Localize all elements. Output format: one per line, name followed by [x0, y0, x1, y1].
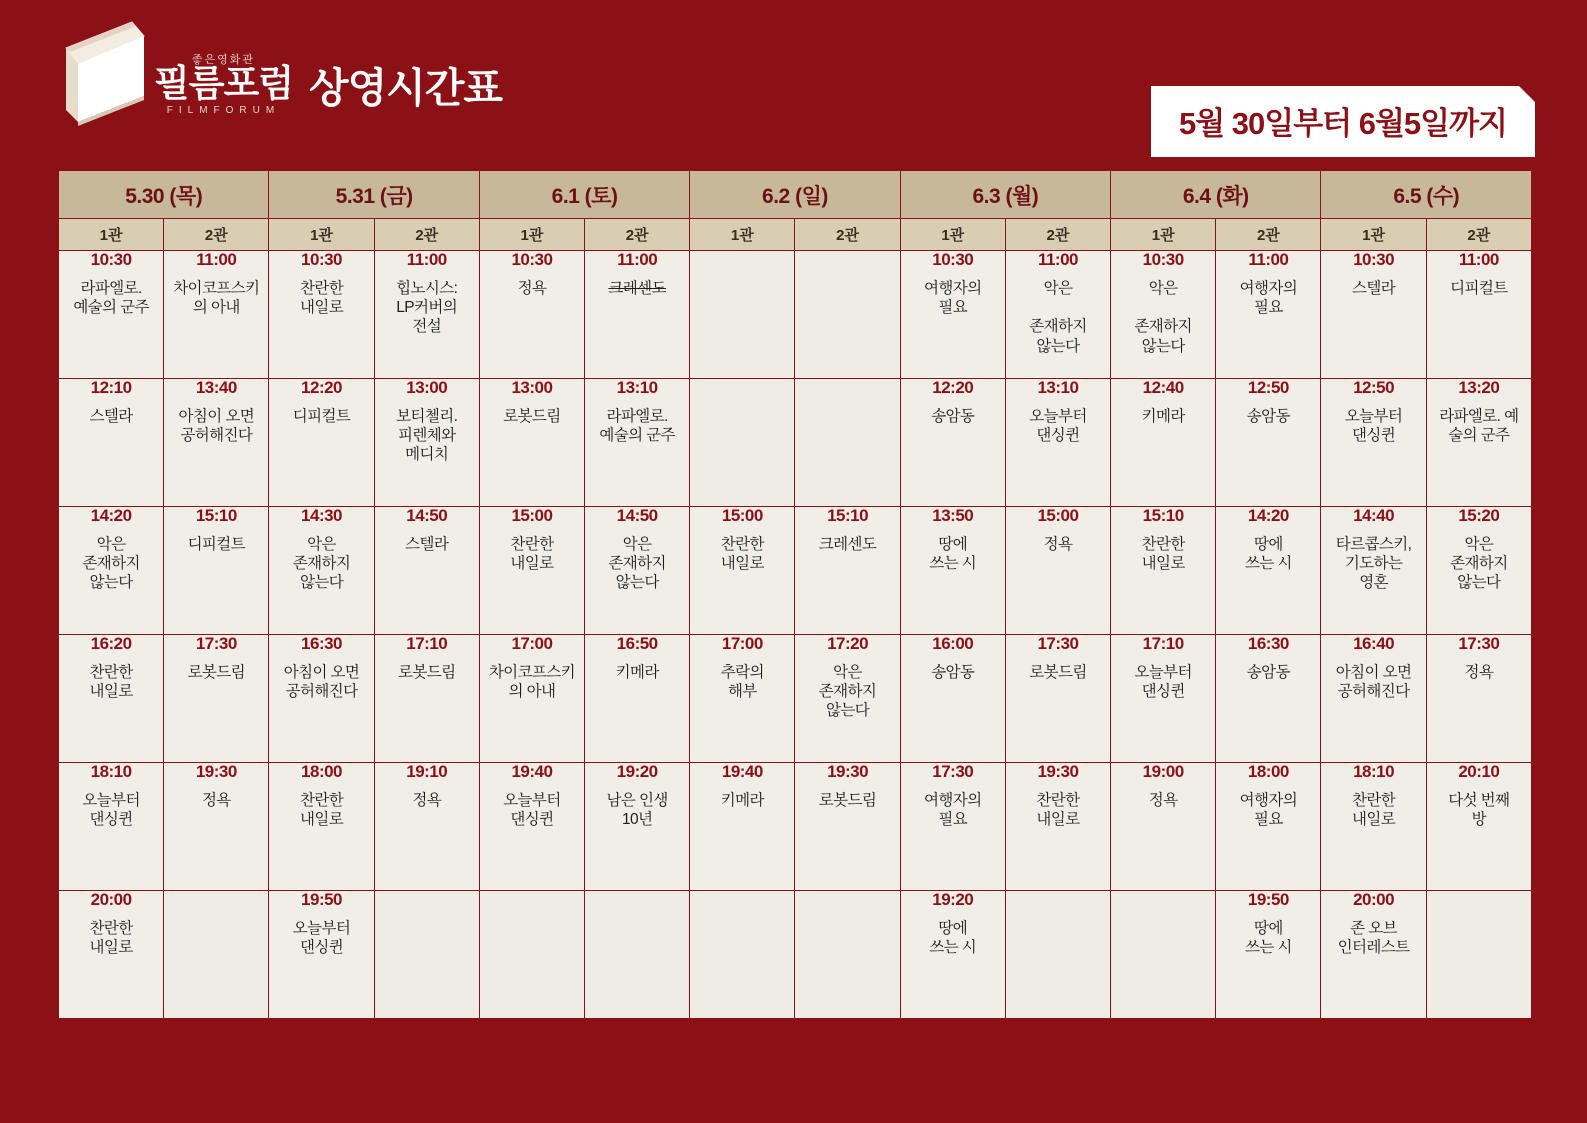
screening-cell[interactable] — [585, 635, 690, 763]
screening-title: 남은 인생 10년 — [606, 791, 668, 829]
screening-cell[interactable] — [1321, 891, 1426, 1019]
screening-title: 악은 존재하지 않는다 — [1450, 535, 1508, 592]
screening-time: 12:10 — [90, 378, 132, 397]
day-header-5: 6.3 (월) — [900, 171, 1110, 219]
screening-title: 추락의 해부 — [720, 663, 764, 701]
badge-fold-corner — [1519, 86, 1535, 102]
screening-cell[interactable] — [1321, 635, 1426, 763]
screening-cell[interactable] — [900, 763, 1005, 891]
empty-cell — [795, 379, 900, 507]
screening-title: 보티첼리. 피렌체와 메디치 — [396, 407, 458, 464]
screening-time: 15:20 — [1458, 506, 1500, 525]
screening-time: 11:00 — [406, 250, 447, 269]
screening-time: 17:10 — [1142, 634, 1184, 653]
screening-time: 17:30 — [1037, 634, 1079, 653]
screening-title: 크레센도 — [818, 535, 877, 553]
screening-title: 찬란한 내일로 — [89, 663, 133, 701]
hall-header-1: 1관 — [59, 219, 164, 251]
screening-title: 여행자의 필요 — [1239, 279, 1298, 317]
screening-cell[interactable] — [479, 635, 584, 763]
screening-time: 11:00 — [617, 250, 658, 269]
screening-title: 땅에 쓰는 시 — [929, 919, 977, 957]
screening-time: 13:00 — [511, 378, 553, 397]
screening-time: 15:10 — [1142, 506, 1184, 525]
screening-cell[interactable] — [1426, 763, 1531, 891]
date-range-text: 5월 30일부터 6월5일까지 — [1179, 106, 1507, 141]
screening-title: 찬란한 내일로 — [720, 535, 764, 573]
schedule-row — [59, 635, 1532, 763]
screening-time: 19:00 — [1142, 762, 1184, 781]
hall-header-8: 2관 — [795, 219, 900, 251]
screening-cell[interactable] — [900, 507, 1005, 635]
screening-cell[interactable] — [795, 635, 900, 763]
screening-title: 정욕 — [1043, 535, 1073, 553]
screening-title: 차이코프스키 의 아내 — [488, 663, 576, 701]
screening-title: 라파엘로. 예 술의 군주 — [1439, 407, 1519, 445]
screening-time: 13:50 — [932, 506, 974, 525]
screening-time: 17:00 — [721, 634, 763, 653]
screening-cell[interactable] — [585, 251, 690, 379]
screening-title: 악은 존재하지 않는다 — [608, 535, 666, 592]
screening-cell[interactable] — [269, 635, 374, 763]
screening-time: 19:50 — [1247, 890, 1289, 909]
brand-tagline: 좋은영화관 — [191, 54, 256, 66]
screening-time: 12:20 — [301, 378, 343, 397]
hall-header-10: 2관 — [1005, 219, 1110, 251]
screening-title: 땅에 쓰는 시 — [1244, 535, 1292, 573]
screening-cell[interactable] — [1321, 379, 1426, 507]
screening-title: 찬란한 내일로 — [1141, 535, 1185, 573]
screening-title: 악은 존재하지 않는다 — [1134, 279, 1192, 355]
screening-title: 악은 존재하지 않는다 — [292, 535, 351, 592]
screening-time: 15:00 — [511, 506, 553, 525]
screening-title: 로봇드림 — [818, 791, 877, 809]
date-range-badge — [1151, 86, 1535, 157]
screening-time: 12:50 — [1247, 378, 1289, 397]
screening-cell[interactable] — [585, 763, 690, 891]
screening-cell[interactable] — [59, 251, 164, 379]
hall-header-14: 2관 — [1426, 219, 1531, 251]
screening-title: 존 오브 인터레스트 — [1337, 919, 1410, 957]
screening-time: 10:30 — [1353, 250, 1395, 269]
screening-time: 16:30 — [1247, 634, 1289, 653]
screening-cell[interactable] — [1005, 763, 1110, 891]
screening-time: 13:20 — [1458, 378, 1500, 397]
screening-title: 여행자의 필요 — [924, 791, 982, 829]
screening-time: 19:20 — [932, 890, 974, 909]
screening-cell[interactable] — [1216, 507, 1321, 635]
screening-title: 크레센도 — [608, 279, 666, 297]
screening-time: 10:30 — [932, 250, 974, 269]
screening-cell[interactable] — [374, 379, 479, 507]
screening-cell[interactable] — [269, 251, 374, 379]
screening-cell[interactable] — [59, 763, 164, 891]
screening-title: 악은 존재하지 않는다 — [1029, 279, 1087, 355]
screening-cell[interactable] — [269, 763, 374, 891]
screening-time: 17:20 — [827, 634, 869, 653]
screening-title: 아침이 오면 공허해진다 — [178, 407, 255, 445]
screening-time: 18:10 — [90, 762, 132, 781]
hall-header-12: 2관 — [1216, 219, 1321, 251]
screening-title: 정욕 — [201, 791, 231, 809]
screening-time: 17:30 — [932, 762, 974, 781]
day-header-7: 6.5 (수) — [1321, 171, 1532, 219]
screening-time: 13:10 — [1037, 378, 1079, 397]
screening-time: 16:40 — [1353, 634, 1395, 653]
empty-cell — [164, 891, 269, 1019]
screening-time: 11:00 — [196, 250, 237, 269]
screening-time: 13:10 — [616, 378, 658, 397]
hall-header-7: 1관 — [690, 219, 795, 251]
screening-title: 키메라 — [615, 663, 659, 681]
screening-cell[interactable] — [164, 763, 269, 891]
screening-title: 송암동 — [931, 663, 975, 681]
hall-header-row — [59, 219, 1532, 251]
screening-title: 정욕 — [517, 279, 547, 297]
screening-time: 16:50 — [616, 634, 658, 653]
hall-header-2: 2관 — [164, 219, 269, 251]
screening-time: 19:40 — [721, 762, 763, 781]
screening-time: 10:30 — [301, 250, 343, 269]
screening-cell[interactable] — [900, 379, 1005, 507]
screening-time: 16:00 — [932, 634, 974, 653]
empty-cell — [1111, 891, 1216, 1019]
screening-cell[interactable] — [59, 635, 164, 763]
screening-title: 찬란한 내일로 — [299, 279, 344, 317]
screening-time: 17:00 — [511, 634, 553, 653]
screening-title: 스텔라 — [405, 535, 449, 553]
screening-cell[interactable] — [59, 507, 164, 635]
screening-cell[interactable] — [1321, 763, 1426, 891]
hall-header-9: 1관 — [900, 219, 1005, 251]
empty-cell — [1426, 891, 1531, 1019]
brand-lockup — [58, 18, 502, 130]
screening-time: 20:00 — [1353, 890, 1395, 909]
page-title: 상영시간표 — [308, 65, 502, 111]
screening-cell[interactable] — [1216, 379, 1321, 507]
poster-header — [0, 0, 1587, 165]
hall-header-5: 1관 — [479, 219, 584, 251]
screening-title: 로봇드림 — [187, 663, 246, 681]
screening-time: 11:00 — [1248, 250, 1289, 269]
screening-title: 타르콥스키, 기도하는 영혼 — [1335, 535, 1412, 592]
hall-header-4: 2관 — [374, 219, 479, 251]
screening-time: 15:00 — [721, 506, 763, 525]
screening-title: 키메라 — [1141, 407, 1185, 425]
schedule-table-wrap — [58, 170, 1532, 1019]
screening-cell[interactable] — [1426, 507, 1531, 635]
screening-title: 땅에 쓰는 시 — [1244, 919, 1292, 957]
screening-time: 19:30 — [195, 762, 237, 781]
screening-cell[interactable] — [269, 507, 374, 635]
screening-title: 찬란한 내일로 — [510, 535, 554, 573]
screening-cell[interactable] — [479, 251, 584, 379]
screening-time: 11:00 — [1458, 250, 1499, 269]
screening-time: 13:00 — [406, 378, 448, 397]
filmforum-logo-icon — [58, 18, 150, 130]
hall-header-13: 1관 — [1321, 219, 1426, 251]
screening-title: 라파엘로. 예술의 군주 — [599, 407, 675, 445]
screening-title: 여행자의 필요 — [1239, 791, 1298, 829]
screening-cell[interactable] — [690, 763, 795, 891]
schedule-row — [59, 891, 1532, 1019]
screening-title: 땅에 쓰는 시 — [929, 535, 977, 573]
screening-cell[interactable] — [1216, 891, 1321, 1019]
empty-cell — [690, 891, 795, 1019]
screening-title: 송암동 — [931, 407, 975, 425]
screening-cell[interactable] — [1005, 507, 1110, 635]
screening-title: 여행자의 필요 — [924, 279, 982, 317]
brand-wordmark — [154, 51, 293, 116]
screening-time: 19:50 — [301, 890, 343, 909]
screening-title: 오늘부터 댄싱퀸 — [1344, 407, 1403, 445]
screening-title: 힙노시스: LP커버의 전설 — [396, 279, 458, 336]
screening-time: 10:30 — [1142, 250, 1184, 269]
empty-cell — [585, 891, 690, 1019]
screening-title: 로봇드림 — [1029, 663, 1087, 681]
screening-title: 오늘부터 댄싱퀸 — [503, 791, 561, 829]
screening-time: 18:00 — [301, 762, 343, 781]
screening-cell[interactable] — [374, 635, 479, 763]
screening-cell[interactable] — [1216, 763, 1321, 891]
empty-cell — [795, 891, 900, 1019]
screening-cell[interactable] — [900, 635, 1005, 763]
schedule-row — [59, 763, 1532, 891]
screening-cell[interactable] — [1111, 251, 1216, 379]
screening-cell[interactable] — [1426, 379, 1531, 507]
screening-time: 17:30 — [1458, 634, 1500, 653]
day-header-4: 6.2 (일) — [690, 171, 900, 219]
empty-cell — [374, 891, 479, 1019]
screening-time: 15:00 — [1037, 506, 1079, 525]
screening-title: 아침이 오면 공허해진다 — [283, 663, 360, 701]
screening-time: 20:10 — [1458, 762, 1500, 781]
screening-cell[interactable] — [164, 507, 269, 635]
screening-cell[interactable] — [269, 891, 374, 1019]
screening-title: 디피컬트 — [292, 407, 351, 425]
screening-time: 18:10 — [1353, 762, 1395, 781]
screening-cell[interactable] — [1005, 251, 1110, 379]
screening-time: 14:30 — [301, 506, 343, 525]
screening-title: 찬란한 내일로 — [1352, 791, 1396, 829]
screening-time: 14:20 — [1247, 506, 1289, 525]
screening-cell[interactable] — [479, 763, 584, 891]
screening-time: 16:20 — [90, 634, 132, 653]
day-header-6: 6.4 (화) — [1111, 171, 1321, 219]
schedule-row — [59, 507, 1532, 635]
screening-cell[interactable] — [374, 507, 479, 635]
screening-title: 키메라 — [720, 791, 764, 809]
screening-title: 로봇드림 — [397, 663, 456, 681]
screening-title: 찬란한 내일로 — [299, 791, 344, 829]
screening-time: 16:30 — [301, 634, 343, 653]
screening-time: 14:50 — [406, 506, 448, 525]
screening-title: 아침이 오면 공허해진다 — [1335, 663, 1412, 701]
screening-title: 악은 존재하지 않는다 — [818, 663, 877, 720]
brand-name-ko: 필름포럼 — [154, 63, 293, 104]
screening-title: 악은 존재하지 않는다 — [82, 535, 140, 592]
empty-cell — [690, 251, 795, 379]
screening-time: 20:00 — [90, 890, 132, 909]
empty-cell — [795, 251, 900, 379]
screening-cell[interactable] — [1005, 379, 1110, 507]
screening-cell[interactable] — [59, 379, 164, 507]
screening-title: 스텔라 — [89, 407, 133, 425]
screening-cell[interactable] — [900, 251, 1005, 379]
screening-cell[interactable] — [1216, 251, 1321, 379]
screening-time: 19:30 — [827, 762, 869, 781]
screening-time: 14:50 — [616, 506, 658, 525]
day-header-2: 5.31 (금) — [269, 171, 479, 219]
screening-cell[interactable] — [900, 891, 1005, 1019]
screening-title: 디피컬트 — [187, 535, 246, 553]
screening-title: 송암동 — [1246, 663, 1290, 681]
screening-time: 19:10 — [406, 762, 448, 781]
screening-cell[interactable] — [269, 379, 374, 507]
screening-time: 12:50 — [1353, 378, 1395, 397]
screening-title: 찬란한 내일로 — [89, 919, 133, 957]
day-header-row — [59, 171, 1532, 219]
screening-cell[interactable] — [795, 763, 900, 891]
screening-cell[interactable] — [585, 379, 690, 507]
screening-time: 11:00 — [1037, 250, 1078, 269]
screening-title: 오늘부터 댄싱퀸 — [292, 919, 351, 957]
screening-cell[interactable] — [1426, 251, 1531, 379]
screening-time: 19:30 — [1037, 762, 1079, 781]
screening-title: 정욕 — [412, 791, 442, 809]
screening-cell[interactable] — [1111, 507, 1216, 635]
screening-title: 찬란한 내일로 — [1036, 791, 1080, 829]
screening-cell[interactable] — [374, 763, 479, 891]
screening-cell[interactable] — [1321, 507, 1426, 635]
screening-title: 송암동 — [1246, 407, 1290, 425]
screening-cell[interactable] — [1005, 635, 1110, 763]
screening-title: 정욕 — [1148, 791, 1178, 809]
screening-cell[interactable] — [479, 507, 584, 635]
screening-title: 오늘부터 댄싱퀸 — [1134, 663, 1192, 701]
screening-time: 13:40 — [195, 378, 237, 397]
brand-name-en: FILMFORUM — [166, 105, 281, 116]
screening-cell[interactable] — [1111, 379, 1216, 507]
screening-cell[interactable] — [795, 507, 900, 635]
screening-cell[interactable] — [59, 891, 164, 1019]
screening-cell[interactable] — [1426, 635, 1531, 763]
screening-time: 15:10 — [195, 506, 237, 525]
screening-cell[interactable] — [1216, 635, 1321, 763]
screening-title: 스텔라 — [1352, 279, 1396, 297]
schedule-row — [59, 251, 1532, 379]
schedule-table — [58, 170, 1532, 1019]
schedule-row — [59, 379, 1532, 507]
screening-time: 17:30 — [195, 634, 237, 653]
hall-header-3: 1관 — [269, 219, 374, 251]
hall-header-6: 2관 — [585, 219, 690, 251]
screening-cell[interactable] — [690, 507, 795, 635]
day-header-3: 6.1 (토) — [479, 171, 689, 219]
screening-title: 차이코프스키 의 아내 — [173, 279, 260, 317]
screening-title: 다섯 번째 방 — [1448, 791, 1510, 829]
screening-title: 로봇드림 — [503, 407, 561, 425]
screening-cell[interactable] — [164, 251, 269, 379]
screening-cell[interactable] — [164, 379, 269, 507]
screening-time: 14:40 — [1353, 506, 1395, 525]
screening-title: 오늘부터 댄싱퀸 — [1029, 407, 1087, 445]
screening-time: 18:00 — [1247, 762, 1289, 781]
screening-time: 19:20 — [616, 762, 658, 781]
screening-cell[interactable] — [1111, 635, 1216, 763]
screening-cell[interactable] — [1111, 763, 1216, 891]
screening-title: 정욕 — [1464, 663, 1494, 681]
screening-time: 14:20 — [90, 506, 132, 525]
screening-time: 10:30 — [90, 250, 132, 269]
screening-title: 라파엘로. 예술의 군주 — [73, 279, 149, 317]
screening-cell[interactable] — [690, 635, 795, 763]
hall-header-11: 1관 — [1111, 219, 1216, 251]
screening-time: 17:10 — [406, 634, 448, 653]
screening-title: 오늘부터 댄싱퀸 — [82, 791, 140, 829]
screening-time: 19:40 — [511, 762, 553, 781]
day-header-1: 5.30 (목) — [59, 171, 269, 219]
empty-cell — [479, 891, 584, 1019]
screening-time: 12:20 — [932, 378, 974, 397]
screening-cell[interactable] — [479, 379, 584, 507]
screening-cell[interactable] — [164, 635, 269, 763]
screening-title: 디피컬트 — [1450, 279, 1508, 297]
screening-cell[interactable] — [1321, 251, 1426, 379]
empty-cell — [1005, 891, 1110, 1019]
screening-time: 12:40 — [1142, 378, 1184, 397]
empty-cell — [690, 379, 795, 507]
screening-time: 15:10 — [827, 506, 869, 525]
screening-cell[interactable] — [585, 507, 690, 635]
screening-time: 10:30 — [511, 250, 553, 269]
screening-cell[interactable] — [374, 251, 479, 379]
